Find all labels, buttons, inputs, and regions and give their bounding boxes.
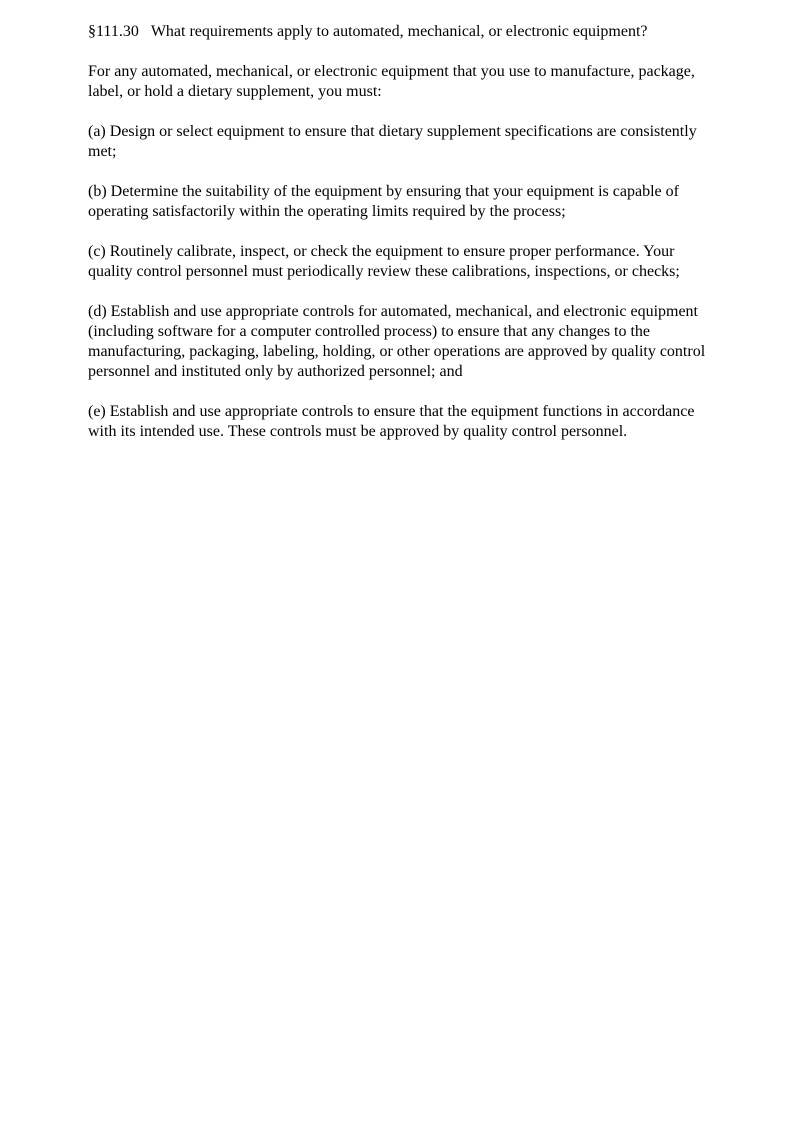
requirement-a: (a) Design or select equipment to ensure that dietary supplement specifications are consistently met; xyxy=(88,123,697,160)
section-number: §111.30 xyxy=(88,23,139,40)
requirement-c: (c) Routinely calibrate, inspect, or check the equipment to ensure proper performance. Your quality control personnel must periodically review these calibrations, inspections, or checks; xyxy=(88,243,680,280)
intro-paragraph: For any automated, mechanical, or electronic equipment that you use to manufacture, package, label, or hold a dietary supplement, you must: xyxy=(88,63,695,100)
requirement-d: (d) Establish and use appropriate controls for automated, mechanical, and electronic equipment (including software for a computer controlled process) to ensure that any changes to the manufacturing, packaging, labeling, holding, or other operations are approved by quality control personnel and instituted only by authorized personnel; and xyxy=(88,303,706,380)
requirement-b: (b) Determine the suitability of the equipment by ensuring that your equipment is capable of operating satisfactorily within the operating limits required by the process; xyxy=(88,183,679,220)
section-title: What requirements apply to automated, mechanical, or electronic equipment? xyxy=(150,23,648,40)
requirement-e: (e) Establish and use appropriate controls to ensure that the equipment functions in accordance with its intended use. These controls must be approved by quality control personnel. xyxy=(88,403,695,440)
document-body xyxy=(88,22,708,462)
section-heading xyxy=(88,22,708,42)
